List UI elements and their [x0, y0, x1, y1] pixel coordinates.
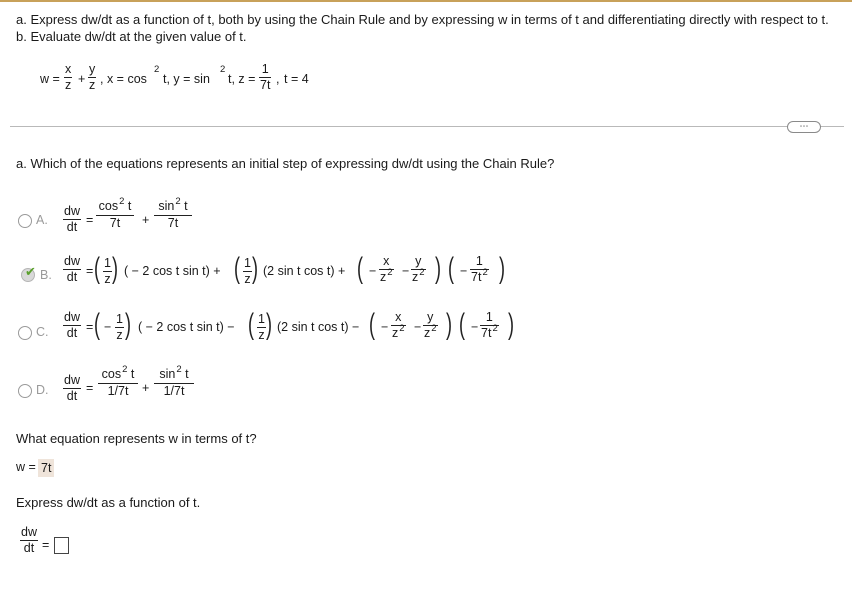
correct-check-icon: ✔: [25, 264, 36, 279]
fraction-y-over-z: y z: [89, 62, 96, 92]
fraction-y-over-z2: y $z^2$: [424, 310, 437, 340]
instruction-part-b: b. Evaluate dw/dt at the given value of t.: [16, 29, 247, 44]
x-definition: , x = cos: [100, 72, 147, 86]
fraction-1-over-z: 1 z: [116, 312, 123, 342]
t-value: t = 4: [284, 72, 309, 86]
dwdt-answer-input[interactable]: [54, 537, 69, 554]
w-label: w =: [16, 460, 36, 474]
w-answer-field[interactable]: 7t: [38, 459, 54, 477]
section-divider: [10, 126, 844, 127]
sin-squared-over-7t: $\sin^2 t$ 7t: [154, 200, 192, 230]
cos-squared-over-7t: $\cos^2 t$ 7t: [96, 200, 134, 230]
instruction-part-a: a. Express dw/dt as a function of t, both by using the Chain Rule and by expressing w in terms of t and differentiating directly with respect to t.: [16, 12, 829, 27]
question-w-in-terms-of-t: What equation represents w in terms of t?: [16, 431, 257, 446]
option-c-radio[interactable]: [18, 326, 32, 340]
fraction-x-over-z2: x $z^2$: [380, 254, 393, 284]
fraction-1-over-7t: 1 7t: [260, 62, 271, 92]
question-chain-rule: a. Which of the equations represents an initial step of expressing dw/dt using the Chain Rule?: [16, 156, 555, 171]
fraction-1-over-7t2: 1 $7t^2$: [471, 254, 488, 284]
option-a-radio[interactable]: [18, 214, 32, 228]
question-dwdt-function: Express dw/dt as a function of t.: [16, 495, 201, 510]
fraction-1-over-7t2: 1 $7t^2$: [481, 310, 498, 340]
option-d-radio[interactable]: [18, 384, 32, 398]
dw-dt-fraction: dw dt: [64, 373, 80, 403]
fraction-x-over-z2: x $z^2$: [392, 310, 405, 340]
fraction-y-over-z2: y $z^2$: [412, 254, 425, 284]
fraction-x-over-z: x z: [65, 62, 72, 92]
more-options-button[interactable]: ⋯: [787, 121, 821, 133]
fraction-1-over-z: 1 z: [258, 312, 265, 342]
dw-dt-fraction: dw dt: [64, 204, 80, 234]
dw-dt-fraction: dw dt: [64, 310, 80, 340]
final-dw-dt-fraction: dw dt: [21, 525, 37, 555]
fraction-1-over-z: 1 z: [104, 256, 111, 286]
cos-squared-over-1-7t: $\cos^2 t$ 1/7t: [98, 368, 138, 398]
sin-squared-over-1-7t: $\sin^2 t$ 1/7t: [154, 368, 194, 398]
fraction-1-over-z: 1 z: [244, 256, 251, 286]
dw-dt-fraction: dw dt: [64, 254, 80, 284]
top-accent-line: [0, 0, 852, 2]
